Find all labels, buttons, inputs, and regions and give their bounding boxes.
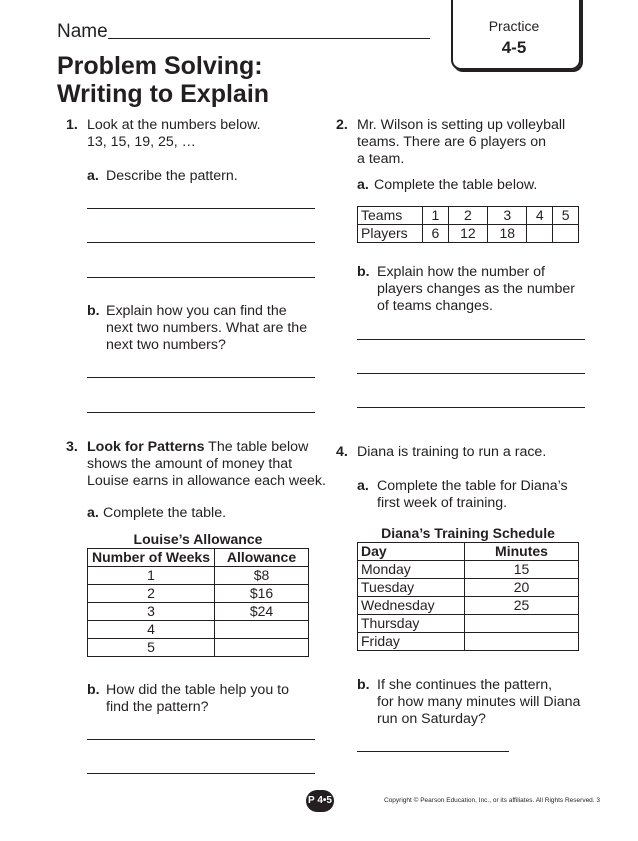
page-badge: P 4•5 [306, 790, 334, 812]
q1b-text-3: next two numbers? [106, 337, 226, 353]
table-cell: 12 [448, 225, 487, 243]
q2b-letter: b. [357, 264, 370, 280]
table-cell: 2 [88, 585, 215, 603]
table-row [88, 621, 309, 639]
answer-cell[interactable] [553, 225, 579, 243]
q1b-letter: b. [87, 303, 100, 319]
table-cell: 3 [488, 207, 527, 225]
column-header: Number of Weeks [88, 549, 215, 567]
training-table [357, 542, 579, 651]
q3-heading: Look for Patterns [87, 439, 205, 455]
table-header-row [358, 543, 579, 561]
q3b-answer-line-1[interactable] [87, 739, 315, 740]
players-row [358, 225, 579, 243]
q4-number: 4. [336, 444, 348, 460]
table-cell: 18 [488, 225, 527, 243]
q2b-text-3: of teams changes. [377, 298, 493, 314]
column-header: Minutes [465, 543, 579, 561]
q4-text-1: Diana is training to run a race. [357, 444, 547, 460]
q2a-text: Complete the table below. [374, 177, 538, 193]
table-cell: 2 [448, 207, 487, 225]
q2-number: 2. [336, 117, 348, 133]
q2-text-2: teams. There are 6 players on [357, 134, 547, 150]
q3a-text: Complete the table. [103, 505, 227, 521]
table-row [358, 561, 579, 579]
q4b-text-3: run on Saturday? [377, 711, 486, 727]
q1-sequence: 13, 15, 19, 25, … [87, 134, 196, 150]
q2b-text-1: Explain how the number of [377, 264, 545, 280]
page-title [57, 52, 269, 108]
title-line-2: Writing to Explain [57, 80, 270, 108]
copyright-text: Copyright © Pearson Education, Inc., or its affiliates. All Rights Reserved. 3 [384, 797, 601, 804]
table-cell: $24 [215, 603, 309, 621]
table-row [88, 585, 309, 603]
table-cell: Monday [358, 561, 465, 579]
q3b-text-1: How did the table help you to [106, 682, 289, 698]
q1a-answer-line-3[interactable] [87, 277, 315, 278]
allowance-table-title: Louise’s Allowance [133, 531, 263, 547]
column-header: Day [358, 543, 465, 561]
q1a-text: Describe the pattern. [106, 168, 238, 184]
table-cell: 5 [88, 639, 215, 657]
teams-row [358, 207, 579, 225]
table-cell: Friday [358, 633, 465, 651]
q1b-answer-line-2[interactable] [87, 412, 315, 413]
table-cell: 25 [465, 597, 579, 615]
q3-text-1-rest: The table below [208, 439, 309, 455]
q2b-answer-line-2[interactable] [357, 373, 585, 374]
teams-table [357, 206, 579, 243]
q1-number: 1. [66, 117, 78, 133]
table-row [358, 579, 579, 597]
table-row [88, 639, 309, 657]
q2a-letter: a. [357, 177, 369, 193]
table-cell: 15 [465, 561, 579, 579]
table-cell: 1 [423, 207, 449, 225]
q3-text-2: shows the amount of money that [87, 456, 293, 472]
table-cell: 20 [465, 579, 579, 597]
table-cell: 6 [423, 225, 449, 243]
table-cell: 4 [527, 207, 553, 225]
table-header-row [88, 549, 309, 567]
q4a-text-2: first week of training. [377, 495, 508, 511]
answer-cell[interactable] [527, 225, 553, 243]
q4b-answer-line[interactable] [357, 751, 509, 752]
title-line-1: Problem Solving: [57, 52, 263, 80]
q1b-text-2: next two numbers. What are the [106, 320, 308, 336]
q2b-answer-line-1[interactable] [357, 339, 585, 340]
q4b-letter: b. [357, 677, 370, 693]
q3b-answer-line-2[interactable] [87, 773, 315, 774]
table-row [358, 615, 579, 633]
table-row [88, 603, 309, 621]
column-header: Allowance [215, 549, 309, 567]
answer-cell[interactable] [215, 621, 309, 639]
q1-text-1: Look at the numbers below. [87, 117, 261, 133]
q3b-text-2: find the pattern? [106, 699, 209, 715]
name-label: Name [57, 21, 108, 42]
q3-number: 3. [66, 439, 78, 455]
table-cell: 4 [88, 621, 215, 639]
table-row [88, 567, 309, 585]
table-cell: Teams [358, 207, 423, 225]
answer-cell[interactable] [465, 615, 579, 633]
q1a-answer-line-1[interactable] [87, 208, 315, 209]
table-cell: Players [358, 225, 423, 243]
q3b-letter: b. [87, 682, 100, 698]
q3-text-3: Louise earns in allowance each week. [87, 473, 326, 489]
table-row [358, 633, 579, 651]
table-cell: $8 [215, 567, 309, 585]
table-cell: $16 [215, 585, 309, 603]
q3-text-1 [87, 439, 322, 456]
q4b-text-2: for how many minutes will Diana [377, 694, 581, 710]
table-cell: 5 [553, 207, 579, 225]
table-cell: Wednesday [358, 597, 465, 615]
q3a-letter: a. [87, 505, 99, 521]
practice-label: Practice [488, 18, 540, 34]
answer-cell[interactable] [465, 633, 579, 651]
practice-number: 4-5 [501, 38, 527, 57]
table-row [358, 597, 579, 615]
q2b-answer-line-3[interactable] [357, 407, 585, 408]
q2b-text-2: players changes as the number [377, 281, 575, 297]
q4a-text-1: Complete the table for Diana’s [377, 478, 568, 494]
q2-text-3: a team. [357, 151, 405, 167]
allowance-table [87, 548, 309, 657]
q1b-answer-line-1[interactable] [87, 377, 315, 378]
answer-cell[interactable] [215, 639, 309, 657]
q1a-letter: a. [87, 168, 99, 184]
q2-text-1: Mr. Wilson is setting up volleyball [357, 117, 566, 133]
name-answer-line[interactable] [108, 38, 430, 39]
practice-tab [451, 0, 581, 70]
q1a-answer-line-2[interactable] [87, 242, 315, 243]
q1b-text-1: Explain how you can find the [106, 303, 287, 319]
training-table-title: Diana’s Training Schedule [381, 525, 555, 541]
table-cell: 3 [88, 603, 215, 621]
table-cell: Tuesday [358, 579, 465, 597]
table-cell: 1 [88, 567, 215, 585]
q4a-letter: a. [357, 478, 369, 494]
q4b-text-1: If she continues the pattern, [377, 677, 553, 693]
table-cell: Thursday [358, 615, 465, 633]
